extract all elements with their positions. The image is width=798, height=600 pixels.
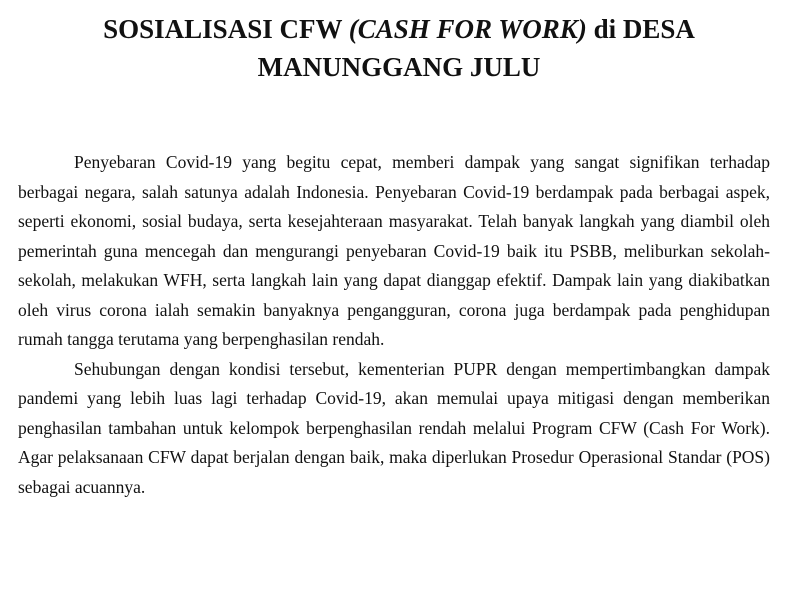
document-title: [0, 10, 798, 86]
title-line-1: [0, 10, 798, 48]
title-line-1-start: SOSIALISASI CFW: [103, 14, 349, 44]
document-body: [18, 148, 770, 502]
title-line-1-end: di DESA: [586, 14, 695, 44]
paragraph-2: Sehubungan dengan kondisi tersebut, kementerian PUPR dengan mempertimbangkan dampak pandemi yang lebih luas lagi terhadap Covid-19, akan memulai upaya mitigasi dengan memberikan penghasilan tambahan untuk kelompok berpenghasilan rendah melalui Program CFW (Cash For Work). Agar pelaksanaan CFW dapat berjalan dengan baik, maka diperlukan Prosedur Operasional Standar (POS) sebagai acuannya.: [18, 358, 770, 497]
title-line-2: MANUNGGANG JULU: [257, 52, 541, 82]
title-italic-phrase: (CASH FOR WORK): [348, 14, 587, 44]
paragraph-1: Penyebaran Covid-19 yang begitu cepat, memberi dampak yang sangat signifikan terhadap berbagai negara, salah satunya adalah Indonesia. Penyebaran Covid-19 berdampak pada berbagai aspek, seperti ekonomi, sosial budaya, serta kesejahteraan masyarakat. Telah banyak langkah yang diambil oleh pemerintah guna mencegah dan mengurangi penyebaran Covid-19 baik itu PSBB, meliburkan sekolah-sekolah, melakukan WFH, serta langkah lain yang dapat dianggap efektif. Dampak lain yang diakibatkan oleh virus corona ialah semakin banyaknya pengangguran, corona juga berdampak pada penghidupan rumah tangga terutama yang berpenghasilan rendah.: [18, 152, 770, 349]
